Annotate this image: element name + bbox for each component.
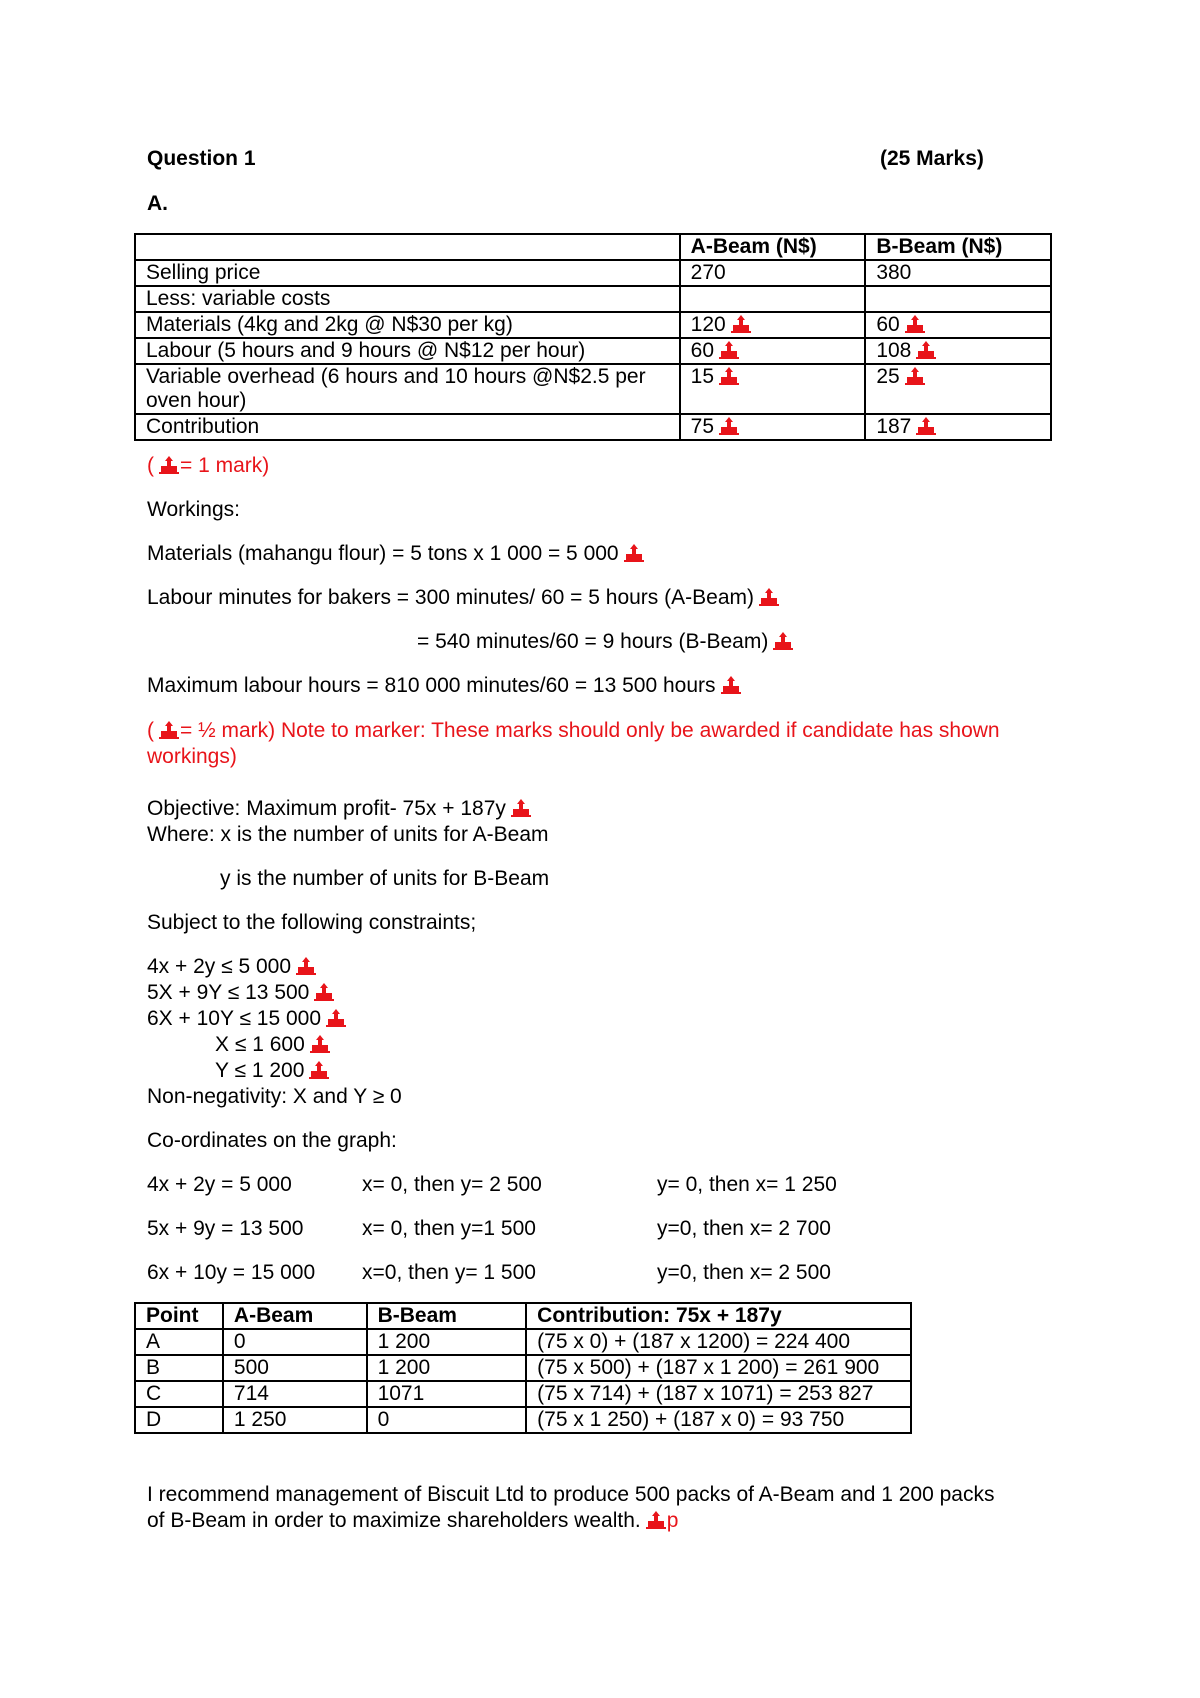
row-label: Labour (5 hours and 9 hours @ N$12 per hour) (135, 338, 680, 364)
objective-where-y: y is the number of units for B-Beam (220, 867, 550, 890)
corner-points-table (134, 1302, 912, 1434)
mark-tick-icon (510, 798, 532, 818)
value-text: 270 (690, 261, 726, 284)
table-header-cell: B-Beam (367, 1303, 527, 1329)
marker-note-text: = ½ mark) Note to marker: These marks should only be awarded if candidate has shown (180, 719, 1000, 742)
non-negativity: Non-negativity: X and Y ≥ 0 (147, 1085, 402, 1108)
mark-tick-icon (718, 366, 740, 386)
row-value-a (680, 260, 866, 286)
table-cell: (75 x 714) + (187 x 1071) = 253 827 (526, 1381, 911, 1407)
mark-key-text: = 1 mark) (180, 454, 270, 477)
mark-tick-icon (325, 1008, 347, 1028)
recommendation-line2 (147, 1508, 678, 1534)
value-text: 120 (690, 313, 726, 336)
constraint-3 (147, 1006, 347, 1032)
table-row (135, 260, 1051, 286)
mark-tick-icon (915, 416, 937, 436)
mark-tick-icon (718, 340, 740, 360)
table-cell: 1 200 (367, 1329, 527, 1355)
table-header-cell: A-Beam (223, 1303, 367, 1329)
mark-tick-icon (772, 631, 794, 651)
objective-where-x: Where: x is the number of units for A-Beam (147, 823, 549, 846)
coords-heading: Co-ordinates on the graph: (147, 1129, 397, 1152)
value-text: 108 (876, 339, 912, 362)
constraint-text: 6X + 10Y ≤ 15 000 (147, 1007, 322, 1030)
constraint-4 (215, 1032, 331, 1058)
workings-heading: Workings: (147, 498, 240, 521)
workings-labour-b (417, 629, 794, 655)
section-label: A. (147, 192, 168, 215)
row-value-a (680, 286, 866, 312)
row-value-a (680, 312, 866, 338)
constraint-text: 5X + 9Y ≤ 13 500 (147, 981, 310, 1004)
value-text: 15 (690, 365, 715, 388)
table-cell: C (135, 1381, 223, 1407)
objective-line (147, 796, 532, 822)
constraint-text: 4x + 2y ≤ 5 000 (147, 955, 292, 978)
workings-materials-text: Materials (mahangu flour) = 5 tons x 1 000 = 5 000 (147, 542, 619, 565)
mark-tick-icon (623, 543, 645, 563)
row-label: Contribution (135, 414, 680, 440)
question-marks: (25 Marks) (880, 147, 984, 170)
workings-max-labour (147, 673, 742, 699)
constraints-heading: Subject to the following constraints; (147, 911, 477, 934)
marker-note-line1: ( = ½ mark) Note to marker: These marks should only be awarded if candidate has shown (147, 719, 1000, 742)
mark-tick-icon (904, 366, 926, 386)
workings-materials (147, 541, 645, 567)
value-text: 380 (876, 261, 912, 284)
mark-tick-icon (158, 720, 180, 740)
mark-tick-icon (645, 1510, 667, 1530)
table-row (135, 1329, 911, 1355)
row-value-b (865, 364, 1051, 414)
value-text: 75 (690, 415, 715, 438)
table-cell: 500 (223, 1355, 367, 1381)
table-cell: 1 200 (367, 1355, 527, 1381)
coord-x0-1: x= 0, then y= 2 500 (362, 1173, 542, 1196)
workings-labour-a-text: Labour minutes for bakers = 300 minutes/ 60 = 5 hours (A-Beam) (147, 586, 754, 609)
table-header-cell: Contribution: 75x + 187y (526, 1303, 911, 1329)
mark-tick-icon (730, 314, 752, 334)
workings-labour-b-text: = 540 minutes/60 = 9 hours (B-Beam) (417, 630, 769, 653)
value-text: 187 (876, 415, 912, 438)
marker-note-line2: workings) (147, 745, 237, 768)
recommendation-text: of B-Beam in order to maximize shareholders wealth. (147, 1509, 641, 1532)
value-text: 60 (690, 339, 715, 362)
table-cell: 1 250 (223, 1407, 367, 1433)
table-row (135, 414, 1051, 440)
table-row (135, 1407, 911, 1433)
table-header-cell (135, 234, 680, 260)
mark-tick-icon (158, 455, 180, 475)
recommendation-suffix: p (666, 1509, 679, 1532)
table-row (135, 1381, 911, 1407)
value-text: 60 (876, 313, 900, 336)
table-row (135, 338, 1051, 364)
mark-key-one: ( = 1 mark) (147, 454, 270, 477)
coord-x0-3: x=0, then y= 1 500 (362, 1261, 536, 1284)
constraint-text: X ≤ 1 600 (215, 1033, 305, 1056)
workings-labour-a (147, 585, 780, 611)
row-value-a (680, 414, 866, 440)
table-cell: 1071 (367, 1381, 527, 1407)
mark-tick-icon (718, 416, 740, 436)
mark-tick-icon (915, 340, 937, 360)
row-label: Variable overhead (6 hours and 10 hours @N$2.5 per oven hour) (135, 364, 680, 414)
table-row (135, 1355, 911, 1381)
table-header-row (135, 1303, 911, 1329)
row-value-b (865, 312, 1051, 338)
coord-y0-2: y=0, then x= 2 700 (657, 1217, 831, 1240)
table-row (135, 364, 1051, 414)
value-text: 25 (876, 365, 900, 388)
table-cell: A (135, 1329, 223, 1355)
constraint-2 (147, 980, 335, 1006)
coord-x0-2: x= 0, then y=1 500 (362, 1217, 536, 1240)
mark-tick-icon (308, 1060, 330, 1080)
mark-tick-icon (313, 982, 335, 1002)
row-value-a (680, 338, 866, 364)
row-value-b (865, 286, 1051, 312)
recommendation-line1: I recommend management of Biscuit Ltd to produce 500 packs of A-Beam and 1 200 packs (147, 1483, 995, 1506)
table-cell: B (135, 1355, 223, 1381)
table-cell: 714 (223, 1381, 367, 1407)
coord-y0-3: y=0, then x= 2 500 (657, 1261, 831, 1284)
row-label: Materials (4kg and 2kg @ N$30 per kg) (135, 312, 680, 338)
row-value-b (865, 414, 1051, 440)
coord-eq-3: 6x + 10y = 15 000 (147, 1261, 316, 1284)
row-value-b (865, 260, 1051, 286)
table-cell: D (135, 1407, 223, 1433)
coord-eq-1: 4x + 2y = 5 000 (147, 1173, 292, 1196)
table-header-cell: Point (135, 1303, 223, 1329)
question-title: Question 1 (147, 147, 256, 170)
workings-max-labour-text: Maximum labour hours = 810 000 minutes/60 = 13 500 hours (147, 674, 716, 697)
table-header-cell: A-Beam (N$) (680, 234, 866, 260)
row-label: Selling price (135, 260, 680, 286)
table-cell: 0 (223, 1329, 367, 1355)
coord-eq-2: 5x + 9y = 13 500 (147, 1217, 304, 1240)
table-cell: (75 x 0) + (187 x 1200) = 224 400 (526, 1329, 911, 1355)
table-cell: 0 (367, 1407, 527, 1433)
constraint-5 (215, 1058, 330, 1084)
table-cell: (75 x 1 250) + (187 x 0) = 93 750 (526, 1407, 911, 1433)
row-value-a (680, 364, 866, 414)
mark-tick-icon (295, 956, 317, 976)
table-row (135, 312, 1051, 338)
table-header-row (135, 234, 1051, 260)
table-header-cell: B-Beam (N$) (865, 234, 1051, 260)
objective-text: Objective: Maximum profit- 75x + 187y (147, 797, 506, 820)
coord-y0-1: y= 0, then x= 1 250 (657, 1173, 837, 1196)
table-row (135, 286, 1051, 312)
contribution-table (134, 233, 1052, 441)
row-value-b (865, 338, 1051, 364)
table-cell: (75 x 500) + (187 x 1 200) = 261 900 (526, 1355, 911, 1381)
mark-tick-icon (904, 314, 926, 334)
constraint-1 (147, 954, 317, 980)
mark-tick-icon (309, 1034, 331, 1054)
mark-tick-icon (758, 587, 780, 607)
constraint-text: Y ≤ 1 200 (215, 1059, 305, 1082)
row-label: Less: variable costs (135, 286, 680, 312)
mark-tick-icon (720, 675, 742, 695)
